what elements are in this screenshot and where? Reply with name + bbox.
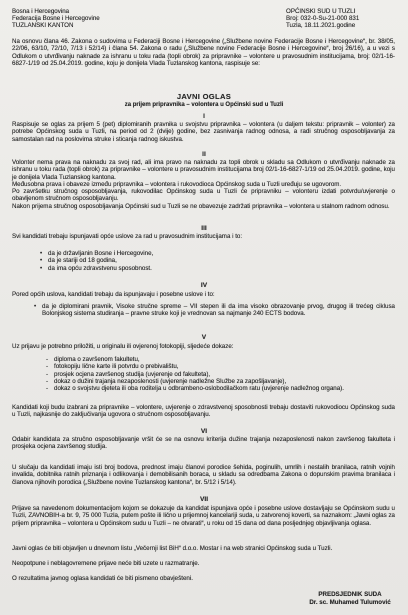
section-vii-paragraph: O rezultatima javnog oglasa kandidati će biti pismeno obavješteni.: [12, 575, 193, 582]
document-subtitle: za prijem pripravnika – volontera u Općinski sud u Tuzli: [124, 102, 284, 108]
section-ii-body: [12, 159, 395, 210]
reference-number: Broj: 032-0-Su-21-000 831: [286, 15, 360, 23]
section-i-body: [12, 121, 395, 143]
issuer-canton: TUZLANSKI KANTON: [12, 22, 74, 30]
list-item: - dokaz o dužini trajanja nezaposlenosti (uvjerenje nadležne Službe za zapošljavanje),: [46, 378, 395, 385]
section-numeral-ii: II: [202, 151, 206, 158]
special-conditions-list: [34, 303, 395, 318]
section-i-paragraph: Raspisuje se oglas za prijem 5 (pet) diplomiranih pravnika u svojstvu pripravnika – volontera (u daljem tekstu: pripravnik – volonter) za potrebe Općinskog suda u Tuzli, na period od 2 (dvije) godine, bez zasnivanja radnog odnosa, a radi stručnog osposobljavanja za samostalan rad na poslovima struke i sticanja radnog iskustva.: [12, 121, 395, 143]
issuer-entity: Federacija Bosne i Hercegovine: [12, 15, 100, 23]
court-name: OPĆINSKI SUD U TUZLI: [286, 8, 356, 15]
list-item: • da je državljanin Bosne i Hercegovine,: [40, 250, 395, 257]
issuer-block: [12, 8, 100, 30]
section-numeral-vi: VI: [200, 428, 208, 435]
section-vii-paragraph: Neopotpune i neblagovremene prijave neće biti uzete u razmatranje.: [12, 560, 200, 567]
court-reference-block: [286, 8, 359, 30]
list-item: • da je diplomirani pravnik, Visoke stručne spreme – VII stepen ili da ima visoko obrazovanje prvog, drugog ili trećeg ciklusa Bolonjskog sistema studiranja – pravne struke koji je vrednovan sa najmanje 240 ECTS bodova.: [34, 303, 395, 318]
general-conditions-list: [40, 250, 395, 272]
section-iii-intro: Svi kandidati trebaju ispunjavati opće uslove za rad u pravosudnim institucijama i to:: [12, 233, 243, 240]
section-numeral-i: I: [203, 113, 205, 120]
list-item: - dokaz o svojstvu djeteta ili oba roditelja u odbrambeno-oslobodilačkom ratu (uvjerenje nadležnog organa).: [46, 385, 395, 392]
section-vi-paragraph: Odabir kandidata za stručno osposobljavanje vršit će se na osnovu kriterija dužine trajanja nezaposlenosti nakon završenog fakulteta i prosjeka ocjena završenog studija.: [12, 436, 395, 451]
section-ii-paragraph: Međusobna prava i obaveze između pripravnika – volontera i rukovodioca Općinskog suda u Tuzli uređuju se ugovorom.: [12, 180, 342, 188]
signatory-name: Dr. sc. Muhamed Tulumović: [309, 599, 391, 606]
section-vii-paragraph: Javni oglas će biti objavljen u dnevnom listu „Večernji list BiH“ d.o.o. Mostar i na web stranici Općinskog suda u Tuzli.: [12, 545, 333, 552]
section-numeral-v: V: [201, 334, 207, 341]
list-item: • da ima opću zdravstvenu sposobnost.: [40, 265, 395, 272]
intro-paragraph: Na osnovu člana 46. Zakona o sudovima u Federaciji Bosne i Hercegovine („Službene novine Federacije Bosne i Hercegovine“, br. 38/05, 22/06, 63/10, 72/10, 7/13 i 52/14) i člana 54. Zakona o radu („Službene novine Federacije Bosne i Hercegovine“, broj 26/16), a u vezi s Odlukom o utvrđivanju naknade za ishranu u toku rada (topli obrok) za pripravnike – volontere u pravosudnim institucijama, broj: 02/1-16-6827-1/19 od 25.04.2019. godine, koju je donijela Vlada Tuzlanskog kantona, raspisuje se:: [12, 38, 395, 67]
section-ii-paragraph: Nakon prijema stručnog osposobljavanja Općinski sud u Tuzli se ne obavezuje zadržati pripravnika – volontera u stalnom radnom odnosu.: [12, 202, 390, 210]
section-ii-paragraph: Volonter nema prava na naknadu za svoj rad, ali ima pravo na naknadu za topli obrok u skladu sa Odlukom o utvrđivanju naknade za ishranu u toku rada (topli obrok) za pripravnike – volontere u pravosudnim institucijama broj 02/1-16-6827-1/19 od 25.04.2019. godine, koju je donijela Vlada Tuzlanskog kantona.: [12, 159, 395, 181]
section-v-intro: Uz prijavu je potrebno priložiti, u originalu ili ovjerenoj fotokopiji, sljedeće dokaze:: [12, 343, 234, 350]
document-date: Tuzla, 18.11.2021.godine: [286, 22, 356, 30]
issuer-country: Bosna i Hercegovina: [12, 8, 70, 15]
section-v-outro: Kandidati koji budu izabrani za pripravnike – volontere, uvjerenje o zdravstvenoj sposobnosti trebaju dostaviti rukovodiocu Općinskog suda u Tuzli, najkasnije do zaključivanja ugovora o stručnom osposobljavanju.: [12, 404, 395, 419]
list-item: - fotokopiju lične karte ili potvrdu o prebivalištu,: [46, 363, 395, 370]
section-numeral-iv: IV: [200, 282, 208, 289]
section-vii-paragraph: Prijave sa navedenom dokumentacijom kojom se dokazuje da kandidat ispunjava opće i posebne uslove dostavljaju se Općinskom sudu u Tuzli, ZAVNOBIH-a br. 9, 75 000 Tuzla, putem pošte ili lično u prijemnoj kancelariji suda, u zatvorenoj koverti, sa naznakom: „Javni oglas za prijem pripravnika – volontera u Općinskom sudu u Tuzli – ne otvarati“, u roku od 15 dana od dana posljednjeg objavljivanja oglasa.: [12, 505, 395, 527]
list-item: - prosjek ocjena završenog studija (uvjerenje od fakulteta),: [46, 371, 395, 378]
list-item: - diploma o završenom fakultetu,: [46, 356, 395, 363]
section-iv-intro: Pored općih uslova, kandidati trebaju da ispunjavaju i posebne uslove i to:: [12, 291, 215, 298]
signatory-title: PREDSJEDNIK SUDA: [318, 591, 382, 598]
section-numeral-vii: VII: [199, 496, 209, 503]
required-documents-list: [46, 356, 395, 392]
list-item: • da je stariji od 18 godina,: [40, 257, 395, 264]
section-numeral-iii: III: [201, 225, 207, 232]
section-vi-paragraph: U slučaju da kandidati imaju isti broj bodova, prednost imaju članovi porodice šehida, poginulih, umrlih i nestalih branilaca, ratnih vojnih invalida, dobitnika ratnih priznanja i odlikovanja i demobilisanih boraca, u skladu sa odredbama Zakona o dopunskim pravima branilaca i članova njihovih porodica („Službene novine Tuzlanskog kantona“, br. 5/12 i 5/14).: [12, 464, 395, 486]
signature-block: [300, 591, 400, 607]
section-ii-paragraph: Po završetku stručnog osposobljavanja, rukovodilac Općinskog suda u Tuzli će pripravniku – volonteru izdati potvrdu/uvjerenje o obavljenom stručnom osposobljavanju.: [12, 188, 395, 203]
document-title: JAVNI OGLAS: [176, 92, 232, 101]
